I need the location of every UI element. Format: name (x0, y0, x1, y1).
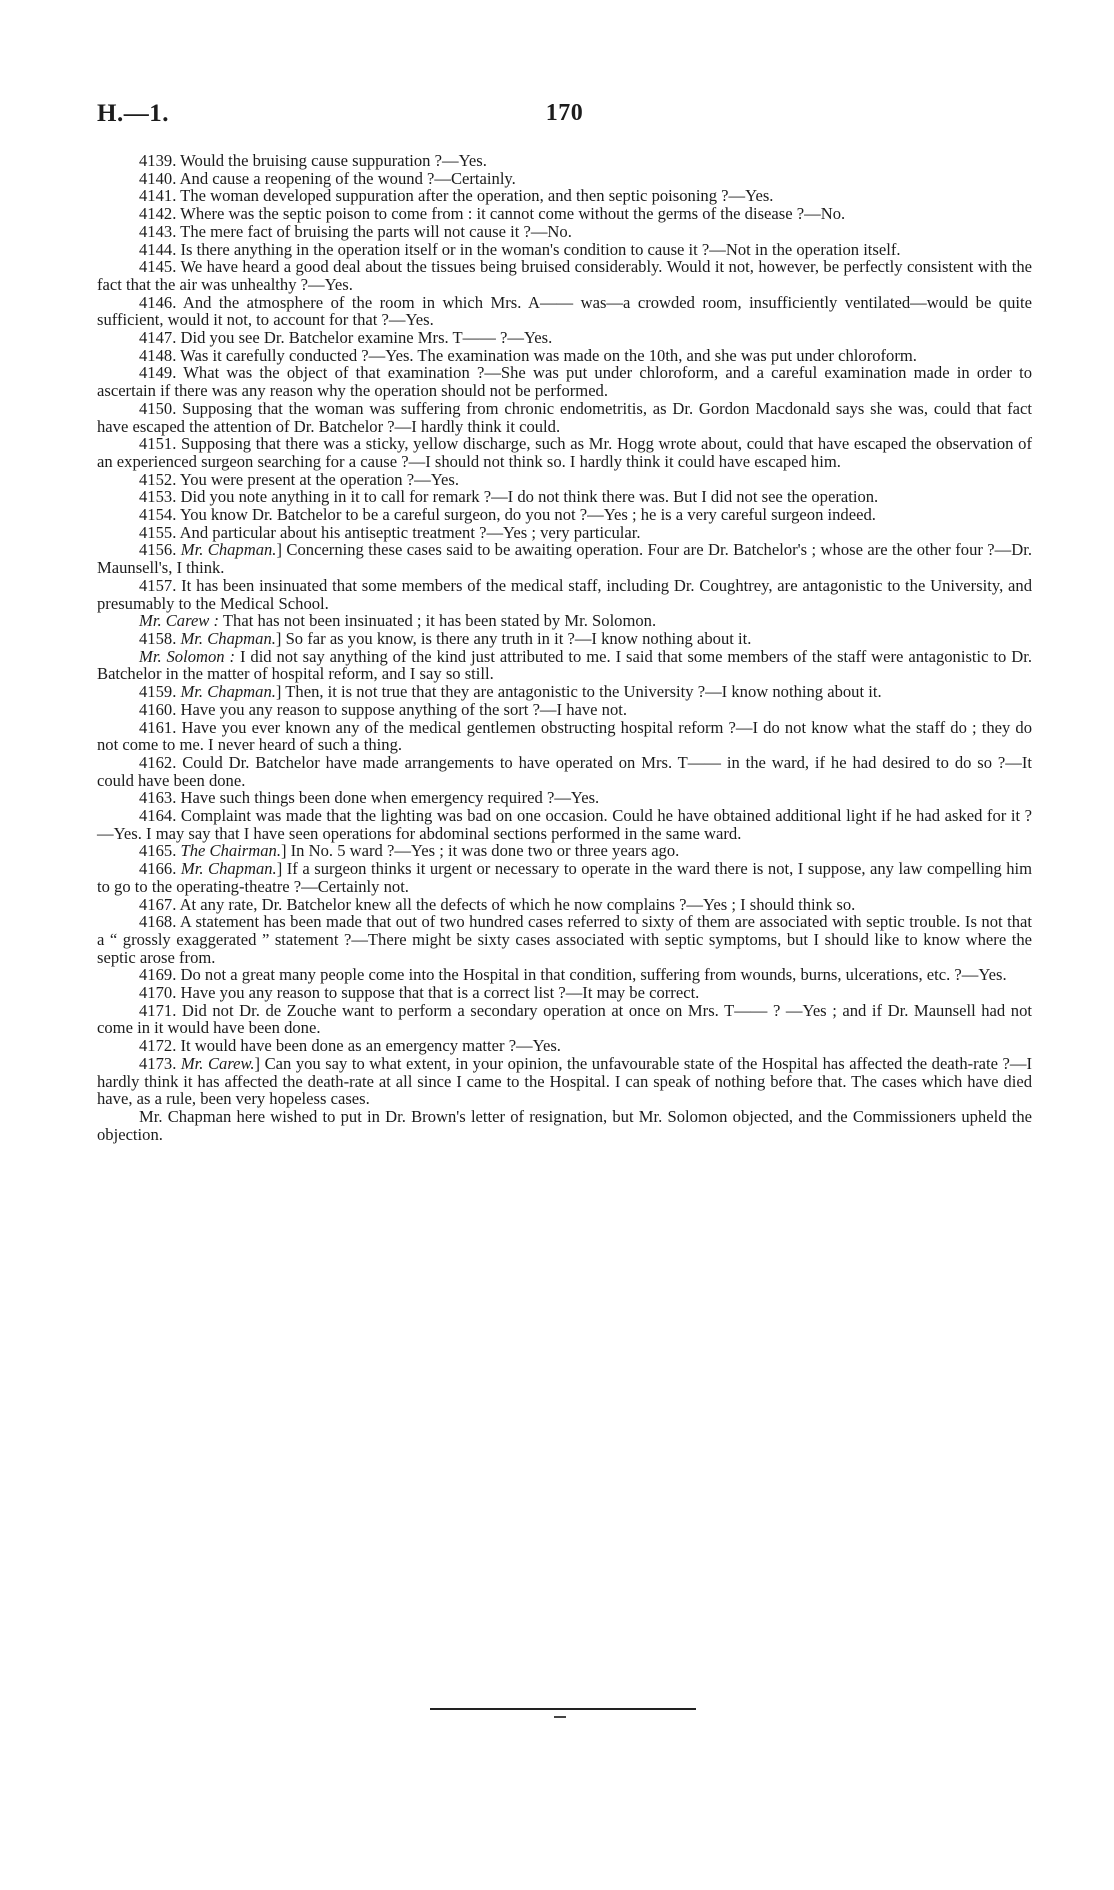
question-number: 4158. (139, 628, 181, 648)
paragraph (97, 1055, 1032, 1108)
paragraph (97, 913, 1032, 966)
paragraph-text: 4152. You were present at the operation ?—Yes. (139, 469, 459, 489)
paragraph (97, 400, 1032, 435)
paragraph (97, 524, 1032, 542)
paragraph (97, 223, 1032, 241)
paragraph (97, 506, 1032, 524)
paragraph (97, 1037, 1032, 1055)
paragraph-text: ] Can you say to what extent, in your opinion, the unfavourable state of the Hospital has affected the death-rate ?—I hardly think it has affected the death-rate at all since I came to the Hospital. I can speak of nothing before that. The cases which have died have, as a rule, been very hopeless cases. (97, 1053, 1033, 1109)
paragraph-text: 4169. Do not a great many people come into the Hospital in that condition, suffering from wounds, burns, ulcerations, etc. ?—Yes. (139, 965, 1007, 985)
paragraph-text: 4143. The mere fact of bruising the parts will not cause it ?—No. (139, 221, 572, 241)
paragraph-text: That has not been insinuated ; it has been stated by Mr. Solomon. (219, 611, 657, 631)
paragraph-text: 4145. We have heard a good deal about the tissues being bruised considerably. Would it not, however, be perfectly consistent with the fact that the air was unhealthy ?—Yes. (97, 257, 1032, 294)
paragraph (97, 258, 1032, 293)
paragraph-text: 4168. A statement has been made that out of two hundred cases referred to sixty of them are associated with septic trouble. Is not that a “ grossly exaggerated ” statement ?—There might be sixty cases associated with septic symptoms, but I should like to know where the septic arose from. (97, 912, 1032, 967)
paragraph-text: 4140. And cause a reopening of the wound ?—Certainly. (139, 168, 516, 188)
paragraph (97, 471, 1032, 489)
paragraph (97, 789, 1032, 807)
paragraph-text: 4164. Complaint was made that the lighting was bad on one occasion. Could he have obtained additional light if he had asked for it ?—Yes. I may say that I have seen operations for abdominal sections performed in the same ward. (97, 806, 1032, 843)
paragraph-text: 4150. Supposing that the woman was suffering from chronic endometritis, as Dr. Gordon Macdonald says she was, could that fact have escaped the attention of Dr. Batchelor ?—I hardly think it could. (97, 398, 1032, 436)
paragraph-text: ] Then, it is not true that they are antagonistic to the University ?—I know nothing about it. (275, 682, 882, 702)
paragraph-text: 4146. And the atmosphere of the room in which Mrs. A—— was—a crowded room, insufficiently ventilated—would be quite sufficient, would it not, to account for that ?—Yes. (97, 292, 1032, 330)
paragraph-text: 4163. Have such things been done when emergency required ?—Yes. (139, 788, 600, 808)
speaker-name: Mr. Chapman. (180, 859, 277, 879)
paragraph (97, 648, 1032, 683)
paragraph-text: ] If a surgeon thinks it urgent or necessary to operate in the ward there is not, I suppose, any law compelling him to go to the operating-theatre ?—Certainly not. (97, 859, 1033, 896)
paragraph (97, 719, 1032, 754)
paragraph-text: 4144. Is there anything in the operation itself or in the woman's condition to cause it ?—Not in the operation itself. (139, 239, 901, 259)
paragraph (97, 205, 1032, 223)
paragraph (97, 347, 1032, 365)
paragraph-text: 4161. Have you ever known any of the medical gentlemen obstructing hospital reform ?—I do not know what the staff do ; they do not come to me. I never heard of such a thing. (97, 717, 1032, 755)
paragraph-text: 4151. Supposing that there was a sticky, yellow discharge, such as Mr. Hogg wrote about, could that have escaped the observation of an experienced surgeon searching for a cause ?—I should not think so. I hardly think it could have escaped him. (97, 434, 1032, 471)
paragraph (97, 1108, 1032, 1143)
paragraph (97, 896, 1032, 914)
paragraph-text: ] Concerning these cases said to be awaiting operation. Four are Dr. Batchelor's ; whose are the other four ?—Dr. Maunsell's, I think. (97, 540, 1033, 578)
paragraph (97, 541, 1032, 576)
paragraph (97, 170, 1032, 188)
speaker-name: Mr. Chapman. (180, 540, 277, 560)
paragraph-text: 4160. Have you any reason to suppose anything of the sort ?—I have not. (139, 699, 628, 719)
paragraph-text: 4172. It would have been done as an emergency matter ?—Yes. (139, 1036, 561, 1056)
speaker-name: Mr. Carew : (139, 611, 220, 631)
paragraph (97, 701, 1032, 719)
paragraph-text: ] In No. 5 ward ?—Yes ; it was done two or three years ago. (280, 841, 680, 861)
paragraph-text: 4148. Was it carefully conducted ?—Yes. The examination was made on the 10th, and she was put under chloroform. (139, 345, 917, 365)
paragraph (97, 966, 1032, 984)
paragraph-text: 4157. It has been insinuated that some members of the medical staff, including Dr. Coughtrey, are antagonistic to the University, and presumably to the Medical School. (97, 575, 1032, 613)
paragraph-text: I did not say anything of the kind just attributed to me. I said that some members of the staff were antagonistic to Dr. Batchelor in the matter of hospital reform, and I say so still. (97, 646, 1032, 684)
paragraph-text: 4154. You know Dr. Batchelor to be a careful surgeon, do you not ?—Yes ; he is a very careful surgeon indeed. (139, 505, 876, 525)
paragraph (97, 488, 1032, 506)
speaker-name: Mr. Solomon : (139, 646, 236, 666)
closing-mark (554, 1716, 566, 1718)
question-number: 4159. (139, 682, 181, 702)
paragraph (97, 435, 1032, 470)
question-number: 4165. (139, 841, 181, 861)
paragraph-text: 4171. Did not Dr. de Zouche want to perform a secondary operation at once on Mrs. T—— ? —Yes ; and if Dr. Maunsell had not come in it would have been done. (97, 1000, 1032, 1038)
paragraph (97, 754, 1032, 789)
paragraph (97, 807, 1032, 842)
running-head (97, 100, 1032, 134)
question-number: 4156. (139, 540, 181, 560)
paragraph (97, 152, 1032, 170)
paragraph (97, 842, 1032, 860)
paragraph (97, 294, 1032, 329)
paragraph (97, 329, 1032, 347)
speaker-name: Mr. Carew. (180, 1053, 255, 1073)
question-number: 4173. (139, 1053, 181, 1073)
paragraph-text: ] So far as you know, is there any truth in it ?—I know nothing about it. (275, 628, 752, 648)
speaker-name: Mr. Chapman. (180, 682, 276, 702)
paragraph-text: 4153. Did you note anything in it to call for remark ?—I do not think there was. But I did not see the operation. (139, 487, 879, 507)
paragraph-text: 4147. Did you see Dr. Batchelor examine Mrs. T—— ?—Yes. (139, 328, 553, 348)
speaker-name: The Chairman. (180, 841, 281, 861)
page-number: 170 (545, 100, 584, 126)
paragraph (97, 364, 1032, 399)
paragraph-text: 4170. Have you any reason to suppose that that is a correct list ?—It may be correct. (139, 983, 700, 1003)
paragraph (97, 630, 1032, 648)
paragraph (97, 683, 1032, 701)
paragraph (97, 984, 1032, 1002)
paragraph-text: 4139. Would the bruising cause suppuration ?—Yes. (139, 151, 487, 170)
paragraph-text: 4155. And particular about his antiseptic treatment ?—Yes ; very particular. (139, 522, 641, 542)
paragraph (97, 187, 1032, 205)
paragraph-text: 4162. Could Dr. Batchelor have made arrangements to have operated on Mrs. T—— in the ward, if he had desired to do so ?—It could have been done. (97, 752, 1032, 790)
paragraph (97, 1002, 1032, 1037)
paragraph (97, 241, 1032, 259)
paragraph-text: Mr. Chapman here wished to put in Dr. Brown's letter of resignation, but Mr. Solomon objected, and the Commissioners upheld the objection. (97, 1106, 1032, 1144)
question-number: 4166. (139, 859, 181, 879)
paragraph (97, 860, 1032, 895)
paragraph (97, 612, 1032, 630)
paragraph-text: 4167. At any rate, Dr. Batchelor knew all the defects of which he now complains ?—Yes ; I should think so. (139, 894, 856, 914)
speaker-name: Mr. Chapman. (180, 628, 276, 648)
closing-rule (430, 1708, 696, 1710)
document-code: H.—1. (97, 100, 169, 127)
paragraph-text: 4141. The woman developed suppuration after the operation, and then septic poisoning ?—Yes. (139, 186, 774, 206)
evidence-text (97, 152, 1032, 1143)
paragraph (97, 577, 1032, 612)
paragraph-text: 4142. Where was the septic poison to come from : it cannot come without the germs of the disease ?—No. (139, 204, 846, 224)
paragraph-text: 4149. What was the object of that examination ?—She was put under chloroform, and a careful examination made in order to ascertain if there was any reason why the operation should not be performed. (97, 363, 1032, 401)
